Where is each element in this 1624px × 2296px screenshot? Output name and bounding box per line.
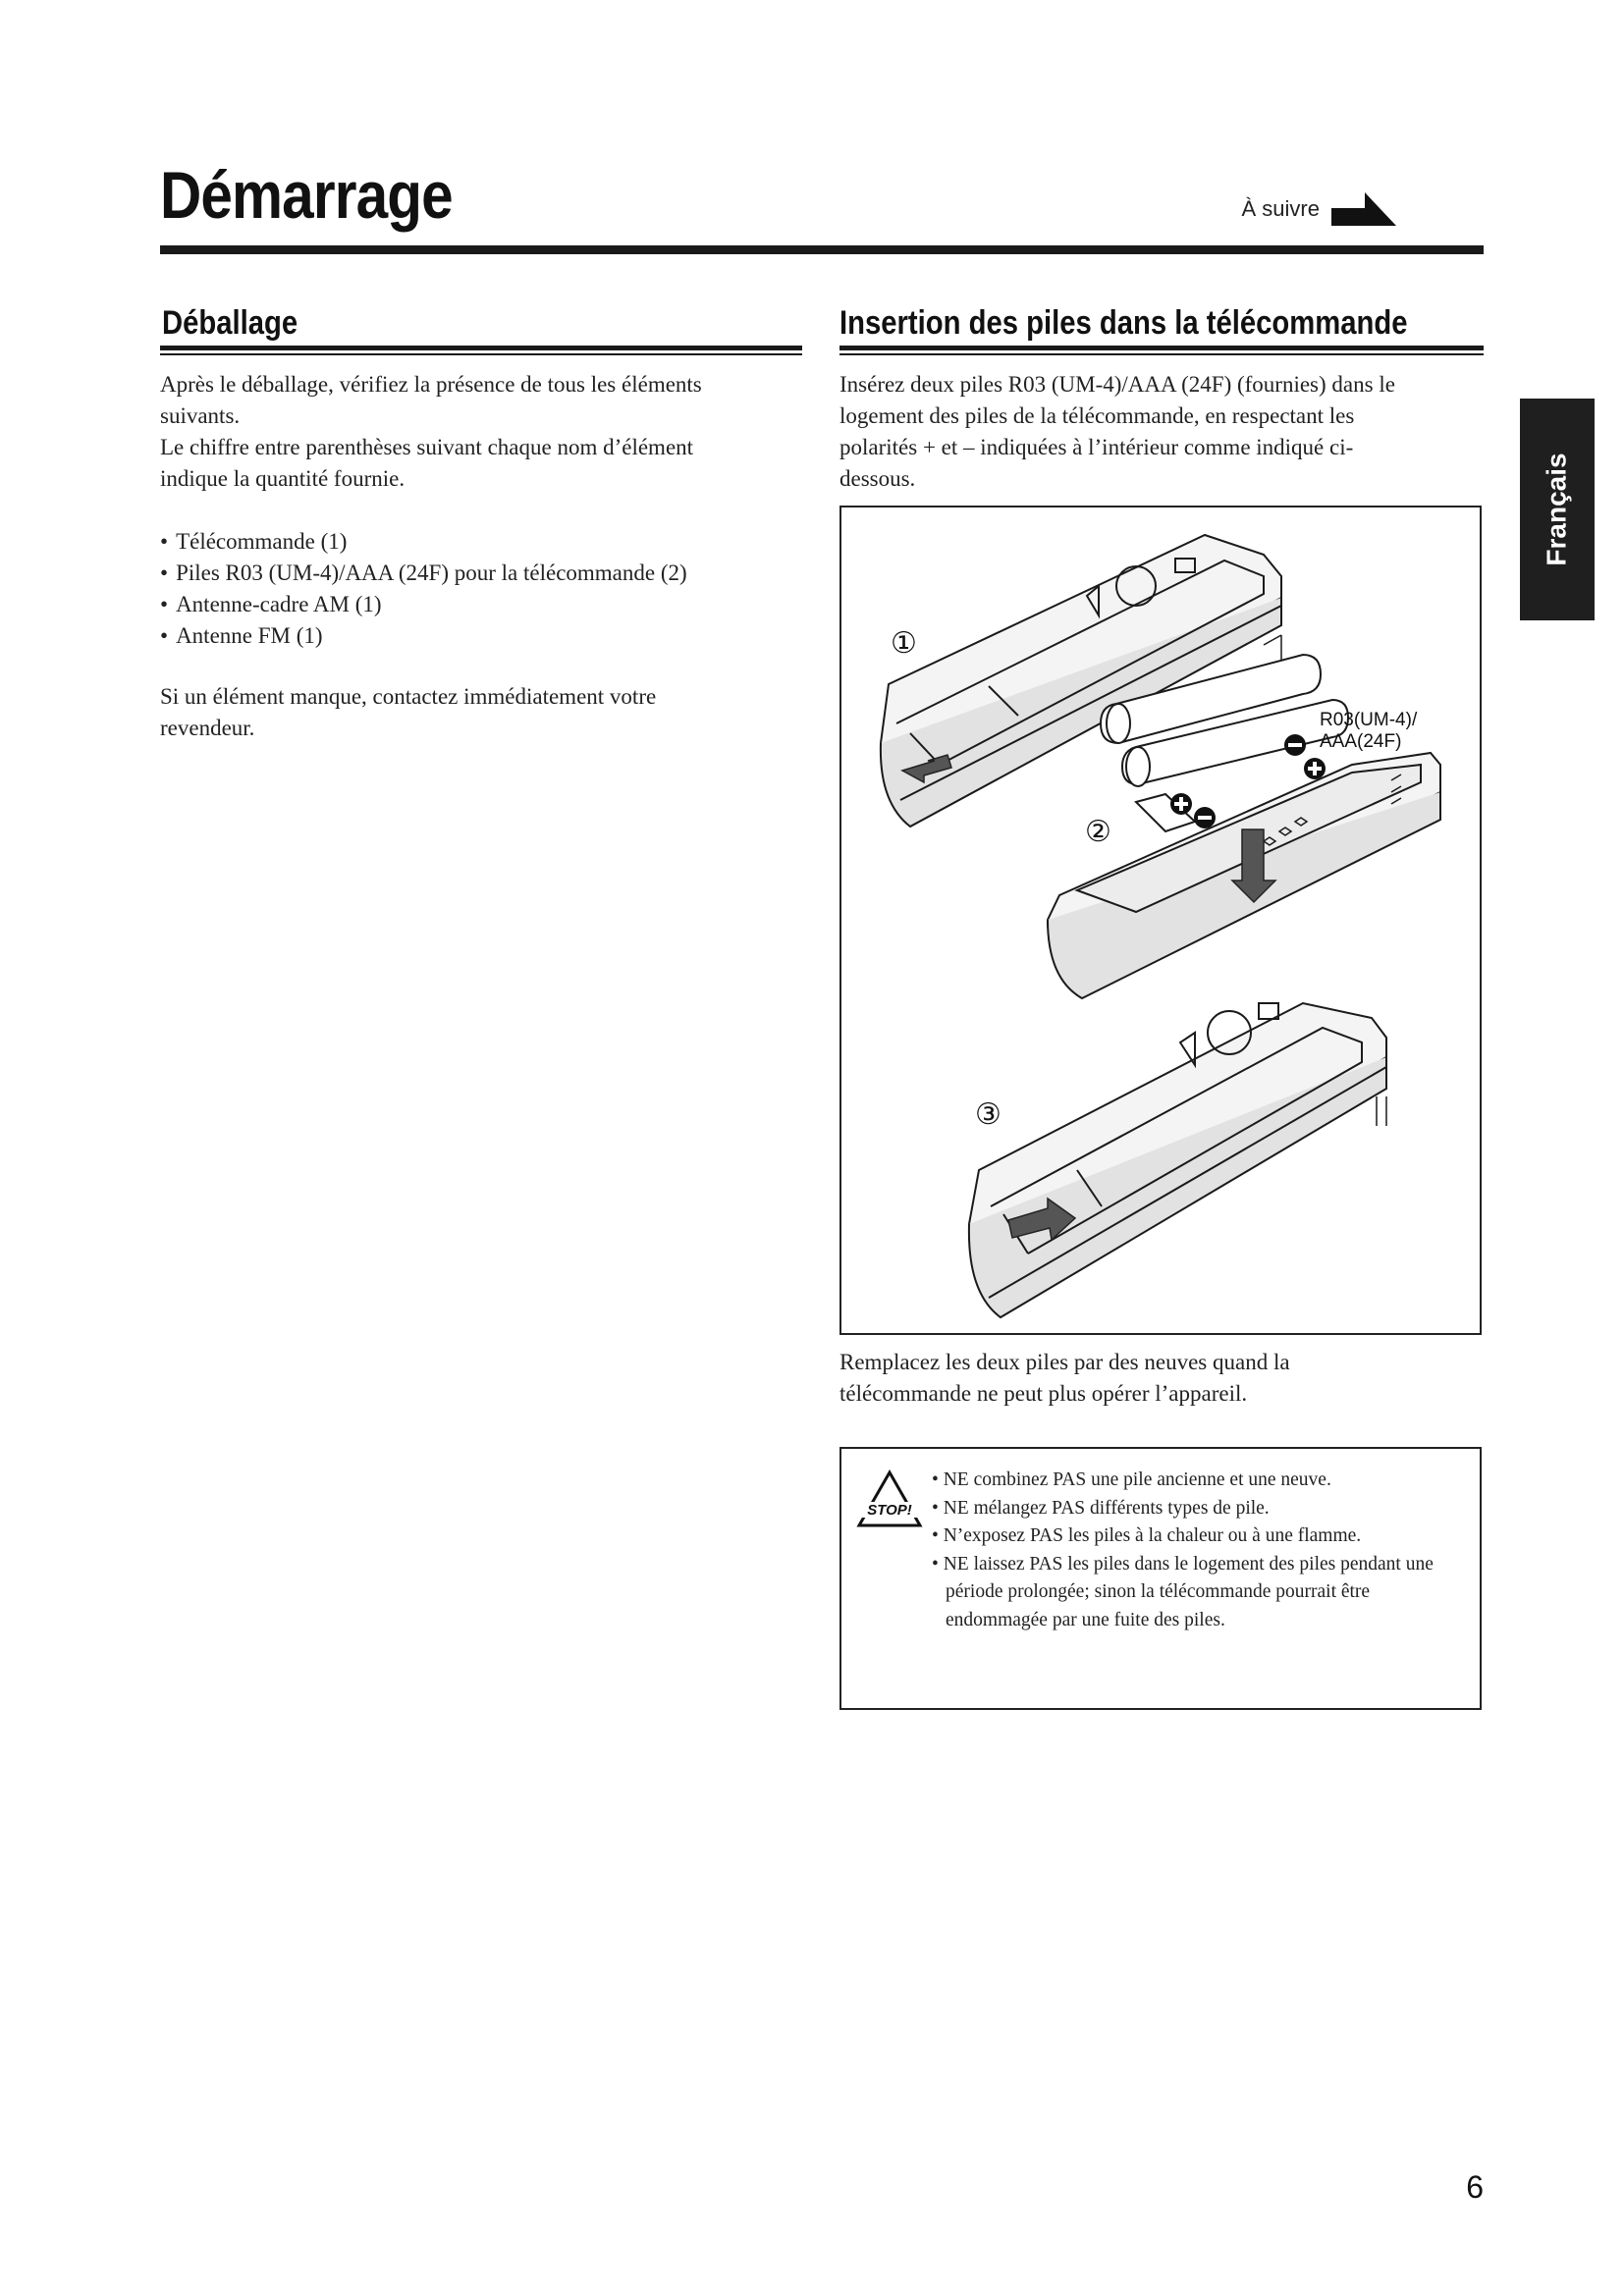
arrow-right-icon — [1331, 192, 1396, 226]
warning-item: • NE mélangez PAS différents types de pile. — [932, 1495, 1452, 1523]
language-tab-label: Français — [1542, 453, 1573, 566]
text-line: indique la quantité fournie. — [160, 466, 406, 491]
title-rule — [160, 245, 1484, 254]
stop-label: STOP! — [867, 1502, 912, 1519]
batteries-intro — [839, 369, 1497, 495]
text-line: polarités + et – indiquées à l’intérieur comme indiqué ci- — [839, 435, 1354, 459]
battery-label-line: AAA(24F) — [1320, 731, 1402, 752]
continue-indicator — [1242, 192, 1396, 226]
unpacking-heading: Déballage — [162, 304, 298, 342]
warning-item: • NE combinez PAS une pile ancienne et une neuve. — [932, 1467, 1452, 1495]
remote-battery-illustration — [841, 507, 1480, 1333]
step-number: ① — [891, 627, 917, 660]
unpacking-heading-rule-thin — [160, 353, 802, 355]
text-line: Insérez deux piles R03 (UM-4)/AAA (24F) (fournies) dans le — [839, 372, 1395, 397]
step-number: ② — [1085, 816, 1111, 848]
list-item: • Antenne FM (1) — [160, 620, 808, 652]
continue-label: À suivre — [1241, 196, 1320, 221]
page-title: Démarrage — [160, 158, 453, 233]
text-line: Après le déballage, vérifiez la présence de tous les éléments — [160, 372, 702, 397]
unpacking-intro — [160, 369, 808, 495]
warning-item: • N’exposez PAS les piles à la chaleur ou à une flamme. — [932, 1522, 1452, 1551]
list-item: • Antenne-cadre AM (1) — [160, 589, 808, 620]
unpacking-missing — [160, 681, 808, 744]
warning-item: • NE laissez PAS les piles dans le logement des piles pendant une période prolongée; sinon la télécommande pourrait être endommagée par une fuite des piles. — [932, 1551, 1452, 1635]
text-line: Le chiffre entre parenthèses suivant chaque nom d’élément — [160, 435, 694, 459]
batteries-heading-rule — [839, 346, 1484, 350]
step-number: ③ — [975, 1098, 1001, 1131]
unpacking-items — [160, 526, 808, 652]
text-line: dessous. — [839, 466, 916, 491]
text-line: Remplacez les deux piles par des neuves quand la — [839, 1350, 1290, 1374]
battery-label — [1320, 710, 1417, 753]
batteries-heading-rule-thin — [839, 353, 1484, 355]
batteries-heading: Insertion des piles dans la télécommande — [839, 304, 1408, 342]
stop-warning-icon — [855, 1468, 924, 1529]
replace-note — [839, 1347, 1488, 1410]
battery-insertion-figure — [839, 506, 1482, 1335]
text-line: logement des piles de la télécommande, en respectant les — [839, 403, 1355, 428]
list-item: • Télécommande (1) — [160, 526, 808, 558]
text-line: télécommande ne peut plus opérer l’appareil. — [839, 1381, 1248, 1406]
list-item: • Piles R03 (UM-4)/AAA (24F) pour la télécommande (2) — [160, 558, 808, 589]
page-number: 6 — [1466, 2169, 1484, 2205]
text-line: suivants. — [160, 403, 241, 428]
unpacking-heading-rule — [160, 346, 802, 350]
battery-label-line: R03(UM-4)/ — [1320, 710, 1418, 730]
warning-list — [932, 1467, 1452, 1634]
remote-step-3 — [969, 1003, 1386, 1317]
text-line: revendeur. — [160, 716, 255, 740]
warning-box — [839, 1447, 1482, 1710]
language-tab — [1520, 399, 1595, 620]
text-line: Si un élément manque, contactez immédiatement votre — [160, 684, 657, 709]
